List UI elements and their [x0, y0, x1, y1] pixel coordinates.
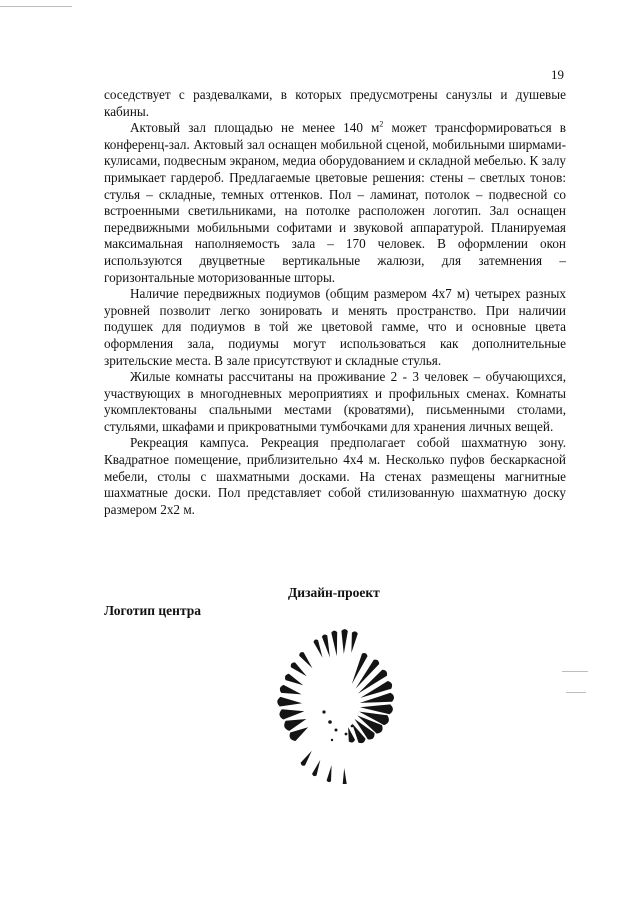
- paragraph-assembly-hall: [104, 120, 566, 286]
- logo-ray: [351, 631, 357, 652]
- hall-description-text: может трансформироваться в конференц-зал. Актовый зал оснащен мобильной сценой, мобильными ширмами-кулисами, подвесным экраном, медиа оборудованием и складной мебелью. К залу примыкает гардероб. Предлагаемые цветовые решения: стены – светлых тонов: стулья – складные, темных оттенков. Пол – ламинат, потолок – подвесной со встроенными светильниками, на потолке расположен логотип. Зал оснащен передвижными мобильными софитами и звуковой аппаратурой. Планируемая максимальная наполняемость зала – 170 человек. В оформлении окон используются двуцветные вертикальные жалюзи, для затемнения – горизонтальные моторизованные шторы.: [104, 120, 566, 285]
- paragraph-living-rooms: Жилые комнаты рассчитаны на проживание 2 - 3 человек – обучающихся, участвующих в многодневных мероприятиях и профильных сменах. Комнаты укомплектованы спальными местами (кроватями), письменными столами, стульями, шкафами и прикроватными тумбочками для хранения личных вещей.: [104, 369, 566, 434]
- logo-ray: [331, 631, 337, 657]
- logo-ray-group: [277, 629, 394, 784]
- logo-dot: [331, 739, 333, 741]
- logo-ray: [277, 697, 302, 707]
- logo-ray: [360, 693, 394, 703]
- logo-ray: [290, 727, 309, 741]
- scan-edge-mark: [566, 692, 586, 693]
- logo-ray: [327, 765, 332, 782]
- logo-ray: [314, 640, 323, 658]
- logo-dot: [322, 710, 325, 713]
- logo-ray: [285, 674, 303, 686]
- logo-ray: [280, 685, 302, 695]
- logo-ray: [291, 662, 307, 676]
- logo-ray: [341, 629, 347, 654]
- logo-ray: [352, 653, 368, 684]
- scan-edge-mark: [562, 671, 588, 672]
- square-meter-superscript: 2: [379, 119, 384, 129]
- logo-ray: [322, 634, 330, 657]
- logo-dot: [351, 725, 354, 728]
- logo-ray: [299, 652, 312, 668]
- logo-ray: [279, 709, 304, 719]
- page-number: 19: [551, 67, 564, 82]
- hall-area-text: Актовый зал площадью не менее 140 м: [130, 120, 380, 136]
- scan-edge-mark: [0, 6, 72, 7]
- logo-ray: [301, 751, 312, 766]
- logo-ray: [312, 760, 320, 776]
- paragraph-podiums: Наличие передвижных подиумов (общим размером 4х7 м) четырех разных уровней позволит легко зонировать и менять пространство. При наличии подушек для подиумов в той же цветовой гамме, что и основные цвета оформления зала, подиумы могут использоваться как дополнительные зрительские места. В зале присутствуют и складные стулья.: [104, 286, 566, 368]
- logo-ray: [343, 768, 347, 784]
- paragraph-continuation: соседствует с раздевалками, в которых предусмотрены санузлы и душевые кабины.: [104, 87, 566, 119]
- logo-label: Логотип центра: [104, 603, 202, 618]
- document-body: [104, 87, 566, 518]
- center-logo-image: [262, 614, 412, 784]
- logo-dot: [335, 729, 338, 732]
- logo-dot: [328, 720, 332, 724]
- paragraph-recreation: Рекреация кампуса. Рекреация предполагает собой шахматную зону. Квадратное помещение, приблизительно 4х4 м. Несколько пуфов бескаркасной мебели, столы с шахматными досками. На стенах размещены магнитные шахматные доски. Пол представляет собой стилизованную шахматную доску размером 2х2 м.: [104, 435, 566, 517]
- logo-dot: [345, 733, 348, 736]
- design-project-heading: Дизайн-проект: [288, 585, 380, 600]
- logo-ray: [348, 727, 355, 742]
